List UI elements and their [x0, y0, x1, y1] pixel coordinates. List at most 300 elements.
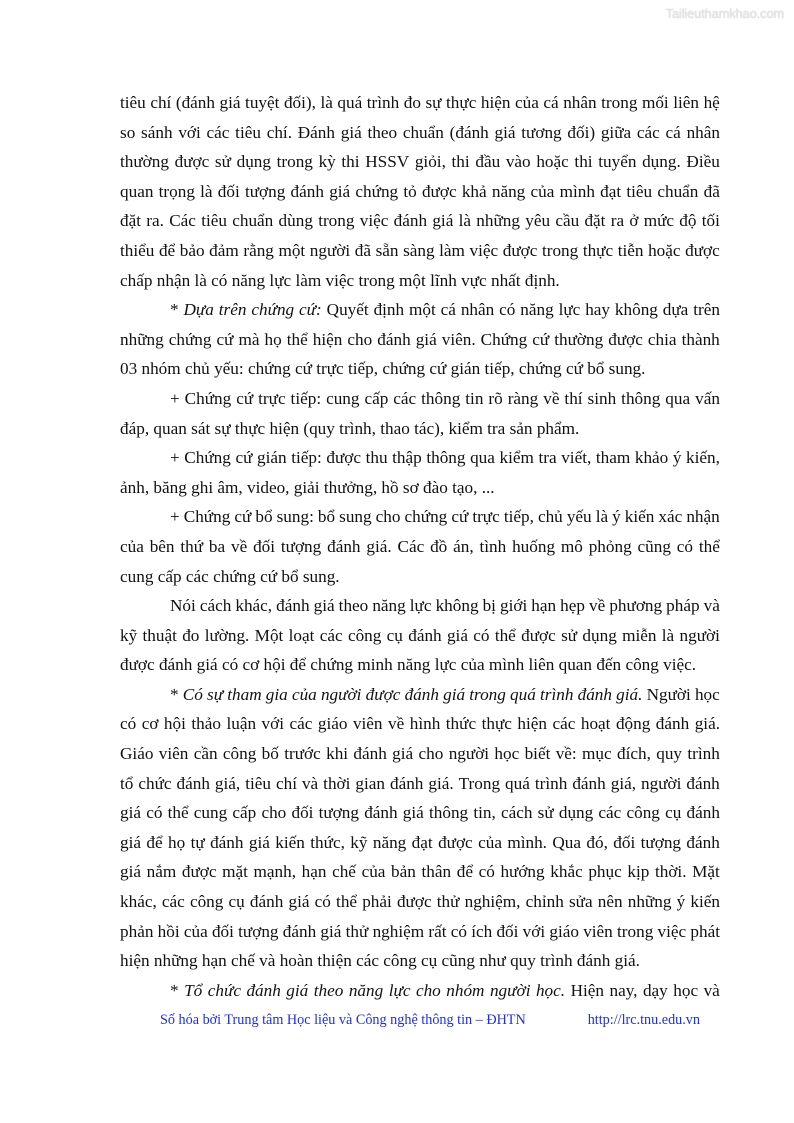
word: hiện: [480, 93, 511, 112]
word: dụng.: [642, 152, 681, 172]
word: cho: [418, 744, 444, 764]
word: bản: [391, 862, 416, 882]
word: giữa: [600, 122, 632, 142]
word: tham: [227, 684, 262, 704]
word: Chứng: [183, 507, 231, 527]
word: rằng: [243, 240, 274, 260]
word: trong: [318, 211, 355, 231]
word: có: [450, 921, 467, 941]
word: giá: [286, 980, 309, 1000]
word: và: [301, 773, 319, 793]
word: chứng: [168, 329, 212, 349]
word: có: [211, 270, 228, 290]
word: đánh: [686, 832, 720, 852]
word: thi: [451, 152, 470, 172]
word: chủ: [537, 507, 563, 527]
word: giá: [443, 684, 466, 704]
word: cứ: [234, 507, 252, 527]
word: trình: [534, 773, 568, 793]
word: chứng: [355, 181, 399, 201]
page-footer: [160, 1012, 700, 1029]
word: chứng: [310, 655, 354, 675]
word: những: [476, 211, 520, 231]
word: liên: [673, 93, 700, 112]
word: gia: [265, 684, 288, 704]
word: việc: [469, 240, 499, 260]
word: thập: [392, 448, 422, 468]
word: phục: [588, 862, 622, 882]
word: hiện: [120, 951, 150, 971]
word: hệ: [703, 93, 720, 112]
word: đánh: [572, 773, 606, 793]
word: được: [421, 181, 457, 201]
word: quá: [510, 684, 536, 704]
word: sung:: [276, 507, 314, 527]
word: cho: [347, 329, 373, 349]
word: hồ: [381, 477, 399, 497]
word: chuẩn: [232, 211, 274, 231]
text-line: [120, 680, 720, 710]
word: minh: [357, 655, 393, 675]
word: thảo: [191, 714, 221, 734]
word: trình,: [339, 418, 376, 438]
text-line: [120, 147, 720, 177]
word: án,: [453, 536, 474, 556]
word: chí: [150, 93, 172, 112]
word: cầu: [555, 211, 580, 231]
word: viết,: [561, 448, 592, 468]
word: đánh: [282, 921, 317, 941]
word: giá: [329, 181, 351, 201]
word: sẵn: [375, 240, 399, 260]
word: Giáo: [120, 744, 154, 764]
text-line: [120, 118, 720, 148]
word: Một: [254, 625, 284, 645]
word: thường: [120, 152, 169, 172]
word: giới: [500, 596, 528, 616]
word: thời.: [654, 862, 687, 882]
word: cứ: [216, 329, 234, 349]
word: đánh: [686, 803, 720, 823]
word: của: [183, 921, 208, 941]
word: tối: [701, 211, 720, 231]
word: băng: [153, 477, 187, 497]
word: tuyệt: [245, 93, 280, 112]
word: sử: [214, 152, 231, 172]
word: giá: [392, 744, 414, 764]
word: những: [153, 951, 198, 971]
word: đánh: [246, 980, 281, 1000]
word: công: [383, 951, 417, 971]
word: thông: [421, 388, 461, 408]
word: giá,: [214, 773, 241, 793]
word: tượng: [280, 536, 322, 556]
word: qua: [470, 448, 495, 468]
word: với: [522, 921, 546, 941]
word: ý: [612, 507, 621, 527]
word: các: [598, 803, 622, 823]
word: Mặt: [692, 862, 720, 882]
text-line: [120, 828, 720, 858]
word: nhân: [460, 300, 495, 320]
word: cung: [326, 388, 360, 408]
word: giá: [446, 625, 468, 645]
word: thí: [564, 388, 583, 408]
word: có: [499, 300, 516, 320]
text-line: [120, 266, 720, 296]
word: hội: [263, 655, 286, 675]
word: đánh: [210, 832, 244, 852]
word: đạt: [600, 181, 622, 201]
text-line: [120, 976, 720, 1006]
word: thực: [234, 418, 266, 438]
word: khảo: [634, 448, 669, 468]
word: đánh: [327, 536, 361, 556]
word: rõ: [488, 388, 503, 408]
word: tiễn: [617, 240, 644, 260]
word: kỹ: [120, 625, 138, 645]
word: năng: [396, 655, 431, 675]
word: ba: [208, 536, 226, 556]
word: đánh: [249, 892, 284, 912]
word: quan: [153, 418, 187, 438]
word: các: [185, 566, 209, 586]
word: dụng: [236, 152, 271, 172]
word: sửa: [568, 892, 593, 912]
word: mà: [238, 329, 260, 349]
word: của: [460, 655, 485, 675]
word: thời: [323, 773, 351, 793]
word: đầu: [475, 152, 501, 172]
word: yếu: [566, 507, 592, 527]
word: nhóm: [446, 980, 485, 1000]
word: các: [319, 625, 343, 645]
word: các: [636, 122, 660, 142]
word: có: [221, 655, 239, 675]
word: tin: [465, 388, 484, 408]
word: đánh: [176, 773, 210, 793]
word: chứng: [247, 359, 291, 379]
word: cứ: [532, 329, 550, 349]
word: viên: [158, 744, 189, 764]
word: đánh: [404, 684, 439, 704]
word: với: [261, 714, 284, 734]
footer-url-link[interactable]: http://lrc.tnu.edu.vn: [587, 1012, 700, 1028]
word: miễn: [622, 625, 657, 645]
word: có: [478, 862, 495, 882]
word: hướng: [500, 862, 545, 882]
word: thử: [436, 892, 460, 912]
word: đánh: [276, 596, 310, 616]
word: là: [320, 93, 333, 112]
word: người: [489, 980, 531, 1000]
word: Chứng: [184, 388, 232, 408]
word: thành: [681, 329, 720, 349]
word: bổ: [281, 566, 299, 586]
word: giá: [120, 832, 141, 852]
word: Tổ: [184, 980, 203, 1000]
word: kiến,: [686, 448, 720, 468]
word: sung.: [608, 359, 646, 379]
word: về: [543, 388, 560, 408]
word: giá: [432, 211, 454, 231]
word: đối),: [283, 93, 316, 112]
word: giá: [120, 803, 141, 823]
word: tiếp,: [484, 359, 515, 379]
word: thiểu: [120, 240, 155, 260]
word: đánh: [686, 773, 720, 793]
word: cung: [193, 803, 228, 823]
word: đào: [422, 477, 448, 497]
word: giá: [402, 803, 424, 823]
word: kiểm: [448, 418, 483, 438]
word: vực: [461, 270, 487, 290]
text-line: [120, 562, 720, 592]
text-line: [120, 177, 720, 207]
word: cứ: [451, 507, 469, 527]
word: đối: [613, 832, 636, 852]
word: năng: [491, 181, 526, 201]
word: của: [515, 93, 539, 112]
text-line: [120, 709, 720, 739]
word: lực: [388, 980, 411, 1000]
word: động: [615, 714, 651, 734]
word: trực: [258, 388, 286, 408]
word: giá.: [614, 951, 640, 971]
word: tiêu: [120, 93, 146, 112]
word: đo: [182, 625, 200, 645]
word: mô: [560, 536, 583, 556]
footer-credit: Số hóa bởi Trung tâm Học liệu và Công nghệ thông tin – ĐHTN: [160, 1012, 526, 1028]
word: cấp: [364, 388, 389, 408]
word: không: [435, 596, 479, 616]
word: hoạt: [580, 714, 611, 734]
word: Điều: [686, 152, 720, 172]
word: về: [230, 536, 248, 556]
text-line: [120, 88, 720, 118]
word: để: [158, 240, 176, 260]
text-line: [120, 769, 720, 799]
word: nắm: [146, 862, 177, 882]
word: *: [170, 684, 179, 704]
word: để: [146, 832, 163, 852]
word: ra: [610, 211, 625, 231]
word: giáo: [549, 921, 579, 941]
word: giá: [313, 596, 335, 616]
word: Người: [646, 684, 691, 704]
word: tuyển: [598, 152, 637, 172]
word: việc: [359, 211, 389, 231]
word: +: [170, 388, 180, 408]
word: khắc: [550, 862, 583, 882]
word: thức: [445, 714, 477, 734]
word: một: [278, 240, 306, 260]
text-line: [120, 502, 720, 532]
word: trên: [693, 300, 720, 320]
text-line: [120, 798, 720, 828]
word: cho: [415, 980, 441, 1000]
word: là: [595, 507, 609, 527]
word: quá: [505, 773, 530, 793]
word: các: [552, 714, 576, 734]
word: giá: [340, 122, 362, 142]
word: được: [438, 832, 473, 852]
text-line: [120, 206, 720, 236]
word: tự: [190, 832, 205, 852]
word: học: [494, 744, 520, 764]
word: thường: [554, 329, 604, 349]
word: trực: [472, 507, 500, 527]
word: đặt: [120, 211, 141, 231]
word: đối: [211, 921, 234, 941]
word: đánh: [389, 773, 424, 793]
word: hiện: [269, 418, 300, 438]
word: liên: [528, 655, 555, 675]
word: để: [289, 655, 306, 675]
word: cụ: [421, 951, 438, 971]
word: chức: [138, 773, 172, 793]
text-line: [120, 621, 720, 651]
word: người: [320, 684, 362, 704]
word: cá: [440, 300, 456, 320]
word: các: [356, 951, 379, 971]
word: được: [396, 892, 432, 912]
word: về:: [555, 744, 577, 764]
word: cụ: [665, 803, 682, 823]
word: bảo: [179, 240, 205, 260]
word: ra.: [146, 211, 164, 231]
word: chế: [332, 862, 356, 882]
word: giải: [293, 477, 320, 497]
word: loạt: [288, 625, 315, 645]
word: được: [608, 329, 643, 349]
word: cụ: [228, 892, 245, 912]
word: Hiện: [570, 980, 604, 1000]
word: đánh: [377, 329, 411, 349]
word: sát: [191, 418, 211, 438]
word: đặt: [584, 211, 606, 231]
word: chí: [275, 773, 297, 793]
word: thuật: [142, 625, 177, 645]
text-line: [120, 946, 720, 976]
word: công: [222, 744, 257, 764]
word: công: [625, 655, 659, 675]
word: nhân: [563, 93, 597, 112]
word: thông: [621, 388, 661, 408]
word: cấp: [232, 803, 257, 823]
word: bố: [261, 744, 279, 764]
text-line: [120, 917, 720, 947]
word: Trong: [458, 773, 501, 793]
word: nhân: [686, 122, 720, 142]
word: mức: [643, 211, 675, 231]
word: trình: [540, 951, 573, 971]
word: thông: [426, 448, 466, 468]
word: cứ: [260, 566, 278, 586]
word: tiếp:: [290, 388, 322, 408]
word: công: [347, 625, 382, 645]
word: như: [479, 951, 506, 971]
word: luận: [226, 714, 257, 734]
word: theo: [313, 980, 344, 1000]
word: có: [676, 536, 694, 556]
word: trình: [687, 744, 720, 764]
word: cấp: [157, 566, 182, 586]
word: người: [679, 625, 720, 645]
word: các: [161, 892, 185, 912]
word: sơ: [402, 477, 419, 497]
word: chứng: [251, 300, 295, 320]
word: (đánh: [449, 122, 489, 142]
word: dụng: [582, 625, 617, 645]
word: tạo,: [452, 477, 478, 497]
word: *: [170, 300, 179, 320]
word: cứ: [235, 448, 253, 468]
word: khác,: [120, 892, 157, 912]
word: mình.: [507, 832, 547, 852]
document-body: [120, 88, 720, 1005]
word: là: [458, 211, 471, 231]
word: công: [189, 892, 224, 912]
word: ích: [471, 921, 493, 941]
word: cho: [261, 803, 287, 823]
text-line: [120, 887, 720, 917]
word: tiêu: [245, 773, 271, 793]
word: kỳ: [318, 152, 336, 172]
word: gian: [355, 773, 385, 793]
word: chế: [231, 951, 255, 971]
word: và: [703, 596, 720, 616]
word: là: [661, 625, 675, 645]
word: người: [309, 240, 351, 260]
word: lực: [269, 270, 292, 290]
word: tượng: [318, 803, 359, 823]
word: kịp: [627, 862, 650, 882]
text-line: [120, 354, 720, 384]
word: dụng: [558, 803, 594, 823]
word: âm,: [217, 477, 243, 497]
word: chuẩn: [402, 122, 444, 142]
word: gián: [450, 359, 481, 379]
word: mạnh,: [253, 862, 296, 882]
word: khi: [326, 744, 349, 764]
word: nhất: [490, 270, 521, 290]
text-line: [120, 739, 720, 769]
word: tổ: [120, 773, 134, 793]
word: cá: [665, 122, 681, 142]
word: trước: [284, 744, 321, 764]
word: hạn: [531, 596, 557, 616]
word: chứng: [382, 359, 426, 379]
word: tham: [595, 448, 631, 468]
word: trọng: [158, 181, 195, 201]
word: giáo: [317, 714, 348, 734]
word: năng: [520, 300, 554, 320]
word: tình: [479, 536, 507, 556]
word: giá.: [366, 536, 392, 556]
word: được: [174, 152, 210, 172]
word: trình: [540, 684, 574, 704]
word: hồi: [157, 921, 180, 941]
word: cách: [199, 596, 232, 616]
word: cũng: [441, 951, 475, 971]
word: năng: [372, 832, 407, 852]
word: giá,: [610, 773, 637, 793]
word: có: [473, 625, 490, 645]
word: chí.: [266, 122, 292, 142]
word: +: [170, 448, 180, 468]
word: cung: [120, 566, 154, 586]
